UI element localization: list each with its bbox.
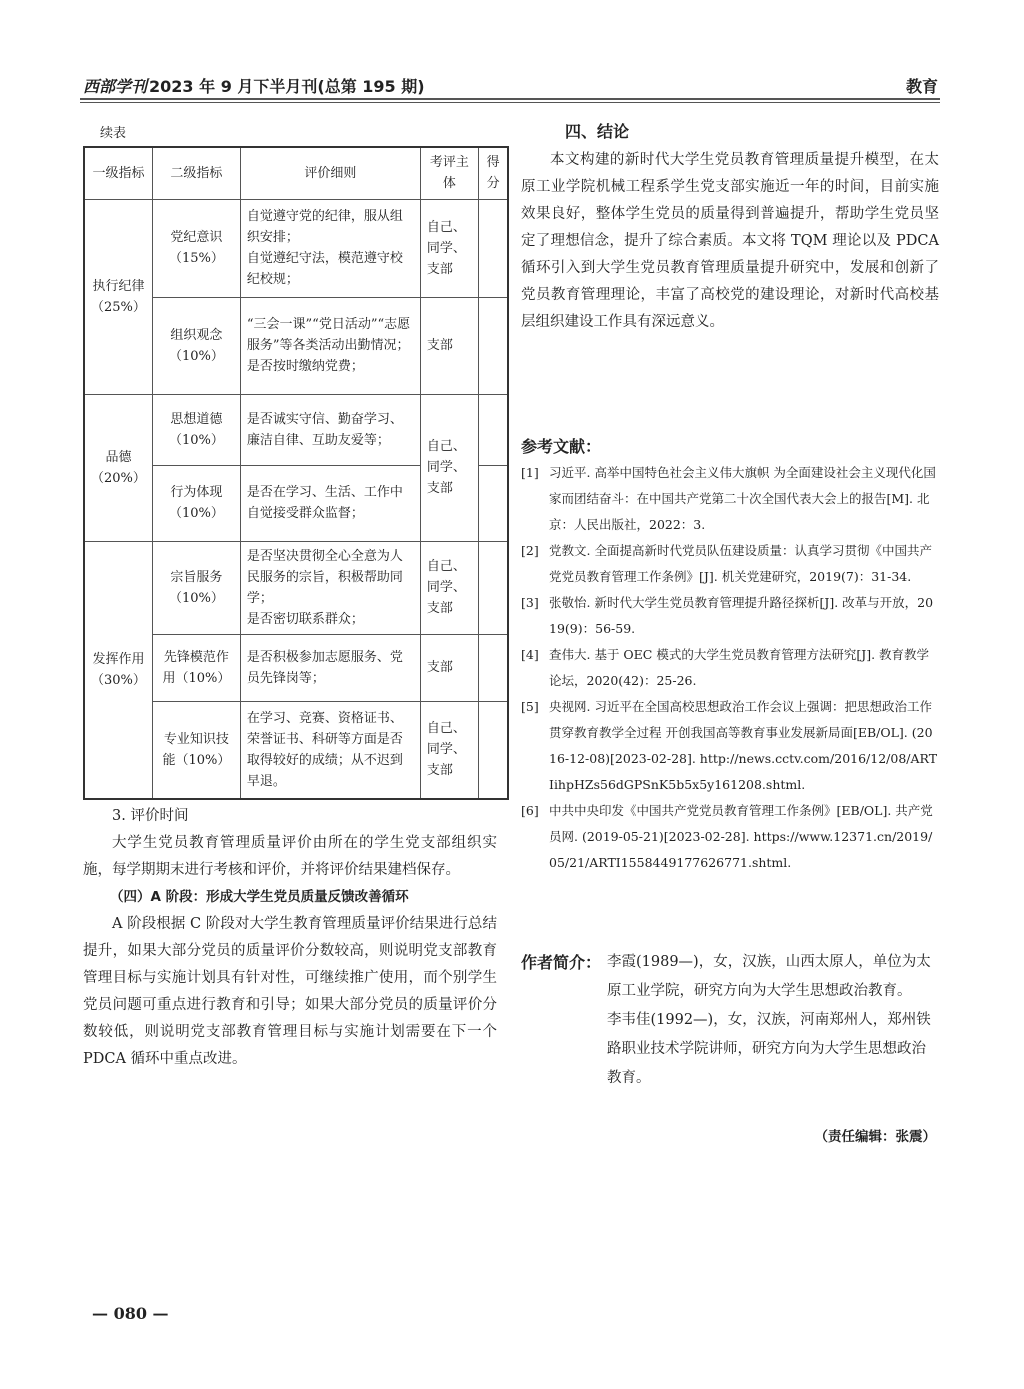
ref-number: [4] [521,647,539,662]
score-cell [478,199,508,297]
reference-item [521,798,939,876]
subsection-heading: 3. 评价时间 [112,808,189,824]
reference-item [521,590,939,642]
author-entry: 李韦佳(1992—)，女，汉族，河南郑州人，郑州铁路职业技术学院讲师，研究方向为大学生思想政治教育。 [607,1012,931,1086]
score-cell [478,297,508,394]
page-number: — 080 — [92,1304,169,1323]
section-title: 四、结论 [565,122,630,141]
reference-item [521,460,939,538]
score-cell [478,465,508,541]
second-level-cell: 思想道德（10%） [152,394,240,465]
ref-number: [6] [521,803,539,818]
author-bio [521,948,939,1093]
detail-cell: 自觉遵守党的纪律，服从组织安排； 自觉遵纪守法，模范遵守校纪校规； [240,199,420,297]
second-level-cell: 先锋模范作用（10%） [152,634,240,701]
header-cell: 评价细则 [240,147,420,199]
references-title: 参考文献： [521,437,602,456]
paragraph: A 阶段根据 C 阶段对大学生教育管理质量评价结果进行总结提升，如果大部分党员的质量评价分数较高，则说明党支部教育管理目标与实施计划具有针对性，可继续推广使用，而个别学生党员问题可重点进行教育和引导；如果大部分党员的质量评价分数较低，则说明党支部教育管理目标与实施计划需要在下一个 PDCA 循环中重点改进。 [83,916,497,1067]
ref-number: [5] [521,699,539,714]
reference-item [521,642,939,694]
subject-cell: 自己、同学、支部 [420,199,478,297]
subject-cell: 自己、同学、支部 [420,701,478,799]
journal-logo: 西部学刊 [83,77,148,96]
second-level-cell: 组织观念（10%） [152,297,240,394]
ref-text: 习近平. 高举中国特色社会主义伟大旗帜 为全面建设社会主义现代化国家而团结奋斗：在中国共产党第二十次全国代表大会上的报告[M]. 北京：人民出版社，2022：3. [549,465,936,532]
reference-item [521,538,939,590]
detail-cell: 在学习、竞赛、资格证书、荣誉证书、科研等方面是否取得较好的成绩；从不迟到早退。 [240,701,420,799]
detail-cell: 是否诚实守信、勤奋学习、廉洁自律、互助友爱等； [240,394,420,465]
ref-number: [3] [521,595,539,610]
running-header [83,74,425,97]
subject-cell: 支部 [420,634,478,701]
ref-number: [2] [521,543,539,558]
author-entry: 李霞(1989—)，女，汉族，山西太原人，单位为太原工业学院，研究方向为大学生思想政治教育。 [607,954,931,999]
table-row [84,199,508,297]
detail-cell: 是否在学习、生活、工作中自觉接受群众监督； [240,465,420,541]
header-cell: 考评主体 [420,147,478,199]
paragraph: 大学生党员教育管理质量评价由所在的学生党支部组织实施，每学期期末进行考核和评价，并将评价结果建档保存。 [83,835,497,878]
subsection-heading: （四）A 阶段：形成大学生党员质量反馈改善循环 [110,889,409,905]
reference-item [521,694,939,798]
conclusion-section [521,118,939,336]
ref-text: 党教文. 全面提高新时代党员队伍建设质量：认真学习贯彻《中国共产党党员教育管理工作条例》[J]. 机关党建研究，2019(7)：31-34. [549,543,932,584]
second-level-cell: 行为体现（10%） [152,465,240,541]
paragraph: 本文构建的新时代大学生党员教育管理质量提升模型，在太原工业学院机械工程系学生党支部实施近一年的时间，目前实施效果良好，整体学生党员的质量得到普遍提升，帮助学生党员坚定了理想信念，提升了综合素质。本文将 TQM 理论以及 PDCA 循环引入到大学生党员教育管理质量提升研究中，发展和创新了党员教育管理理论，丰富了高校党的建设理论，对新时代高校基层组织建设工作具有深远意义。 [521,152,939,330]
subject-cell: 自己、同学、支部 [420,541,478,634]
first-level-cell: 发挥作用（30%） [84,541,152,799]
table-header-row [84,147,508,199]
first-level-cell: 品德（20%） [84,394,152,541]
detail-cell: “三会一课”“党日活动”“志愿服务”等各类活动出勤情况； 是否按时缴纳党费； [240,297,420,394]
ref-text: 央视网. 习近平在全国高校思想政治工作会议上强调：把思想政治工作贯穿教育教学全过程 开创我国高等教育事业发展新局面[EB/OL]. (2016-12-08)[2023-02-28]. http://news.cctv.com/2016/12/08/ARTIihpHZs56dGPSnK5b5x5y161208.shtml. [549,699,938,792]
header-cell: 一级指标 [84,147,152,199]
first-level-cell: 执行纪律（25%） [84,199,152,394]
ref-text: 中共中央印发《中国共产党党员教育管理工作条例》[EB/OL]. 共产党员网. (2019-05-21)[2023-02-28]. https://www.12371.cn/2019/05/21/ARTI1558449177626771.shtml. [549,803,933,870]
score-cell [478,394,508,465]
second-level-cell: 专业知识技能（10%） [152,701,240,799]
ref-number: [1] [521,465,539,480]
detail-cell: 是否坚决贯彻全心全意为人民服务的宗旨，积极帮助同学； 是否密切联系群众； [240,541,420,634]
subject-cell: 自己、同学、支部 [420,394,478,541]
score-cell [478,541,508,634]
author-label: 作者简介： [521,953,602,972]
editor-note: （责任编辑：张震） [814,1129,936,1145]
header-rule [80,98,940,103]
ref-text: 张敬怡. 新时代大学生党员教育管理提升路径探析[J]. 改革与开放，2019(9)：56-59. [549,595,934,636]
subject-cell: 支部 [420,297,478,394]
references-list [521,460,939,876]
issue-info: 2023 年 9 月下半月刊(总第 195 期) [149,77,425,96]
left-column-text [83,803,497,1073]
score-cell [478,701,508,799]
second-level-cell: 宗旨服务（10%） [152,541,240,634]
evaluation-table [83,146,509,800]
second-level-cell: 党纪意识（15%） [152,199,240,297]
header-cell: 二级指标 [152,147,240,199]
section-label: 教育 [905,77,938,96]
table-caption: 续表 [100,126,127,141]
header-cell: 得分 [478,147,508,199]
detail-cell: 是否积极参加志愿服务、党员先锋岗等； [240,634,420,701]
score-cell [478,634,508,701]
table-row [84,394,508,465]
table-row [84,541,508,634]
ref-text: 查伟大. 基于 OEC 模式的大学生党员教育管理方法研究[J]. 教育教学论坛，2020(42)：25-26. [549,647,930,688]
